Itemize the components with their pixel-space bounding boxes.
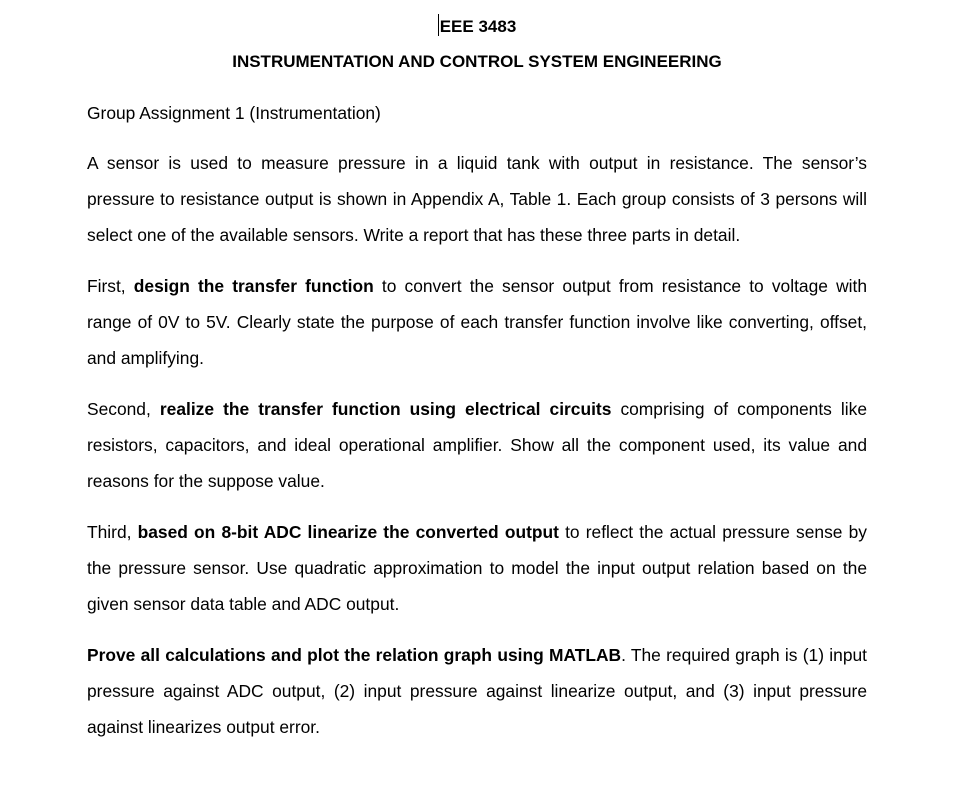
- first-part-paragraph: [87, 268, 867, 376]
- first-part-text: to convert the sensor output from resistance to voltage with range of 0V to 5V. Clearly state the purpose of each transfer function involve like converting, offset, and amplifying.: [87, 276, 868, 368]
- intro-paragraph: A sensor is used to measure pressure in a liquid tank with output in resistance. The sensor’s pressure to resistance output is shown in Appendix A, Table 1. Each group consists of 3 persons will select one of the available sensors. Write a report that has these three parts in detail.: [87, 153, 867, 245]
- second-part-emphasis: realize the transfer function using electrical circuits: [159, 399, 612, 419]
- second-part-text: comprising of components like resistors, capacitors, and ideal operational amplifier. Show all the component used, its value and reasons for the suppose value.: [87, 399, 868, 491]
- second-part-paragraph: [87, 391, 867, 499]
- prove-text: . The required graph is (1) input pressure against ADC output, (2) input pressure against linearize output, and (3) input pressure against linearizes output error.: [87, 645, 867, 737]
- third-part-lead: Third,: [87, 522, 138, 542]
- third-part-emphasis: based on 8-bit ADC linearize the converted output: [137, 522, 559, 542]
- first-part-lead: First,: [87, 276, 134, 296]
- prove-paragraph: [87, 637, 867, 745]
- assignment-title: Group Assignment 1 (Instrumentation): [87, 103, 381, 123]
- course-title-heading: INSTRUMENTATION AND CONTROL SYSTEM ENGINEERING: [232, 52, 722, 71]
- third-part-paragraph: [87, 514, 867, 622]
- course-code-text: EEE 3483: [439, 17, 517, 36]
- course-code-heading: [0, 14, 954, 39]
- text-cursor: [438, 14, 439, 36]
- second-part-lead: Second,: [87, 399, 160, 419]
- third-part-text: to reflect the actual pressure sense by the pressure sensor. Use quadratic approximation to model the input output relation based on the given sensor data table and ADC output.: [87, 522, 867, 614]
- first-part-emphasis: design the transfer function: [133, 276, 374, 296]
- prove-emphasis: Prove all calculations and plot the relation graph using MATLAB: [87, 645, 622, 665]
